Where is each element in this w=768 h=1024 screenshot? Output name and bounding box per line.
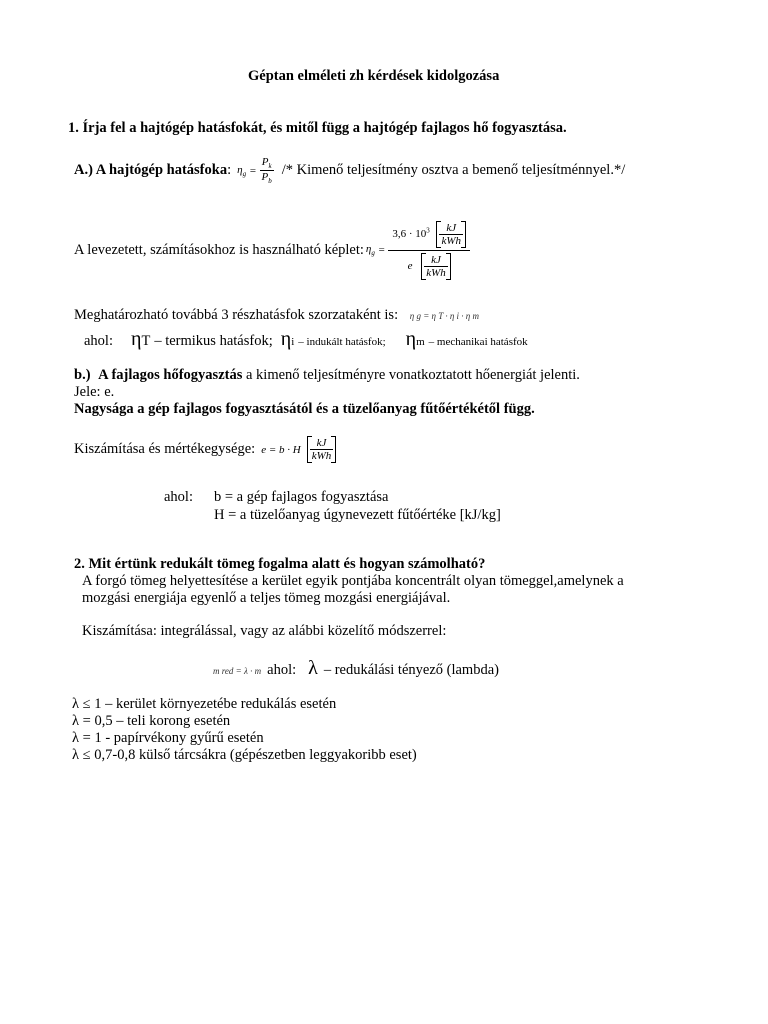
derived-text: A levezetett, számításokhoz is használható képlet: — [74, 241, 364, 258]
eta-g-symbol: $\eta_g$ — [237, 163, 247, 178]
pk-over-pb: $\frac{P_k}{P_b}$ — [261, 156, 272, 186]
b-ahol: ahol: — [164, 489, 193, 505]
q1-a-colon: : — [227, 162, 232, 179]
eta-m-symbol: η — [405, 328, 417, 350]
jele-line: Jele: e. — [74, 384, 115, 400]
nagysaga-line: Nagysága a gép fajlagos fogyasztásától és a tüzelőanyag fűtőértékétől függ. — [74, 401, 535, 417]
eta-t-symbol: η — [131, 328, 142, 350]
b-definition: b = a gép fajlagos fogyasztása — [214, 489, 389, 505]
q1-a-comment: /* Kimenő teljesítmény osztva a bemenő teljesítménnyel.*/ — [281, 162, 626, 179]
q1-heading-text: Írja fel a hajtógép hatásfokát, és mitől függ a hajtógép fajlagos hő fogyasztása. — [82, 120, 567, 136]
q1-heading — [68, 120, 567, 137]
derived-formula: $\eta_g$ = $3,6 \cdot 10^3$ kJ kWh e kJ kWh — [366, 219, 470, 282]
q2-heading: 2. Mit értünk redukált tömeg fogalma alatt és hogyan számolható? — [74, 556, 486, 572]
q2-kiszamitasa: Kiszámítása: integrálással, vagy az alábbi közelítő módszerrel: — [82, 623, 447, 639]
q1-a-line — [74, 156, 625, 185]
q2-line2: mozgási energiája egyenlő a teljes tömeg mozgási energiájával. — [82, 590, 451, 606]
q1-a-label: A.) A hajtógép hatásfoka — [74, 162, 228, 179]
eta-i-text: – indukált hatásfok; — [298, 336, 386, 348]
partial-formula: η g = η T · η i · η m — [409, 311, 480, 321]
e-formula-line — [74, 436, 336, 463]
lambda-case: λ = 1 - papírvékony gyűrű esetén — [72, 730, 264, 746]
partial-text: Meghatározható továbbá 3 részhatásfok szorzataként is: — [74, 307, 399, 323]
q1-number: 1. — [68, 120, 79, 136]
eta-t-sub: T — [141, 333, 151, 349]
q1-b-rest: a kimenő teljesítményre vonatkoztatott hőenergiát jelenti. — [245, 367, 580, 383]
lambda-case: λ ≤ 1 – kerület környezetébe redukálás esetén — [72, 696, 337, 712]
equals-sign: = — [249, 164, 257, 177]
q2-line1: A forgó tömeg helyettesítése a kerület egyik pontjába koncentrált olyan tömeggel,amelynek a — [82, 573, 624, 589]
derived-fraction: $3,6 \cdot 10^3$ kJ kWh e kJ kWh — [388, 219, 470, 282]
partial-efficiency-line — [74, 307, 479, 324]
q1-b-bold: A fajlagos hőfogyasztás — [98, 367, 243, 383]
reduced-mass-ahol: ahol: — [267, 662, 297, 678]
e-formula: e = b · H — [261, 443, 301, 456]
derived-line — [74, 210, 470, 290]
e-formula-unit: kJ kWh — [307, 436, 337, 463]
eta-ahol: ahol: — [84, 333, 113, 349]
page-title: Géptan elméleti zh kérdések kidolgozása — [248, 68, 500, 84]
reduced-mass-line — [213, 657, 499, 680]
lambda-symbol: λ — [308, 657, 318, 679]
eta-i-sub: i — [291, 336, 295, 348]
eta-t-text: – termikus hatásfok; — [154, 333, 273, 349]
eta-i-symbol: η — [280, 328, 292, 350]
kiszamitasa-text: Kiszámítása és mértékegysége: — [74, 441, 256, 457]
eta-m-sub: m — [416, 336, 425, 348]
q1-b-line — [74, 367, 580, 384]
q1-b-label: b.) — [74, 367, 91, 383]
lambda-case: λ ≤ 0,7-0,8 külső tárcsákra (gépészetben leggyakoribb eset) — [72, 747, 417, 763]
eta-m-text: – mechanikai hatásfok — [428, 336, 528, 348]
eta-definitions — [84, 328, 528, 351]
efficiency-formula — [237, 156, 274, 185]
lambda-case: λ = 0,5 – teli korong esetén — [72, 713, 231, 729]
lambda-text: – redukálási tényező (lambda) — [323, 662, 499, 678]
reduced-mass-formula: m red = λ · m — [213, 666, 262, 676]
h-definition: H = a tüzelőanyag úgynevezett fűtőértéke [kJ/kg] — [214, 507, 501, 523]
